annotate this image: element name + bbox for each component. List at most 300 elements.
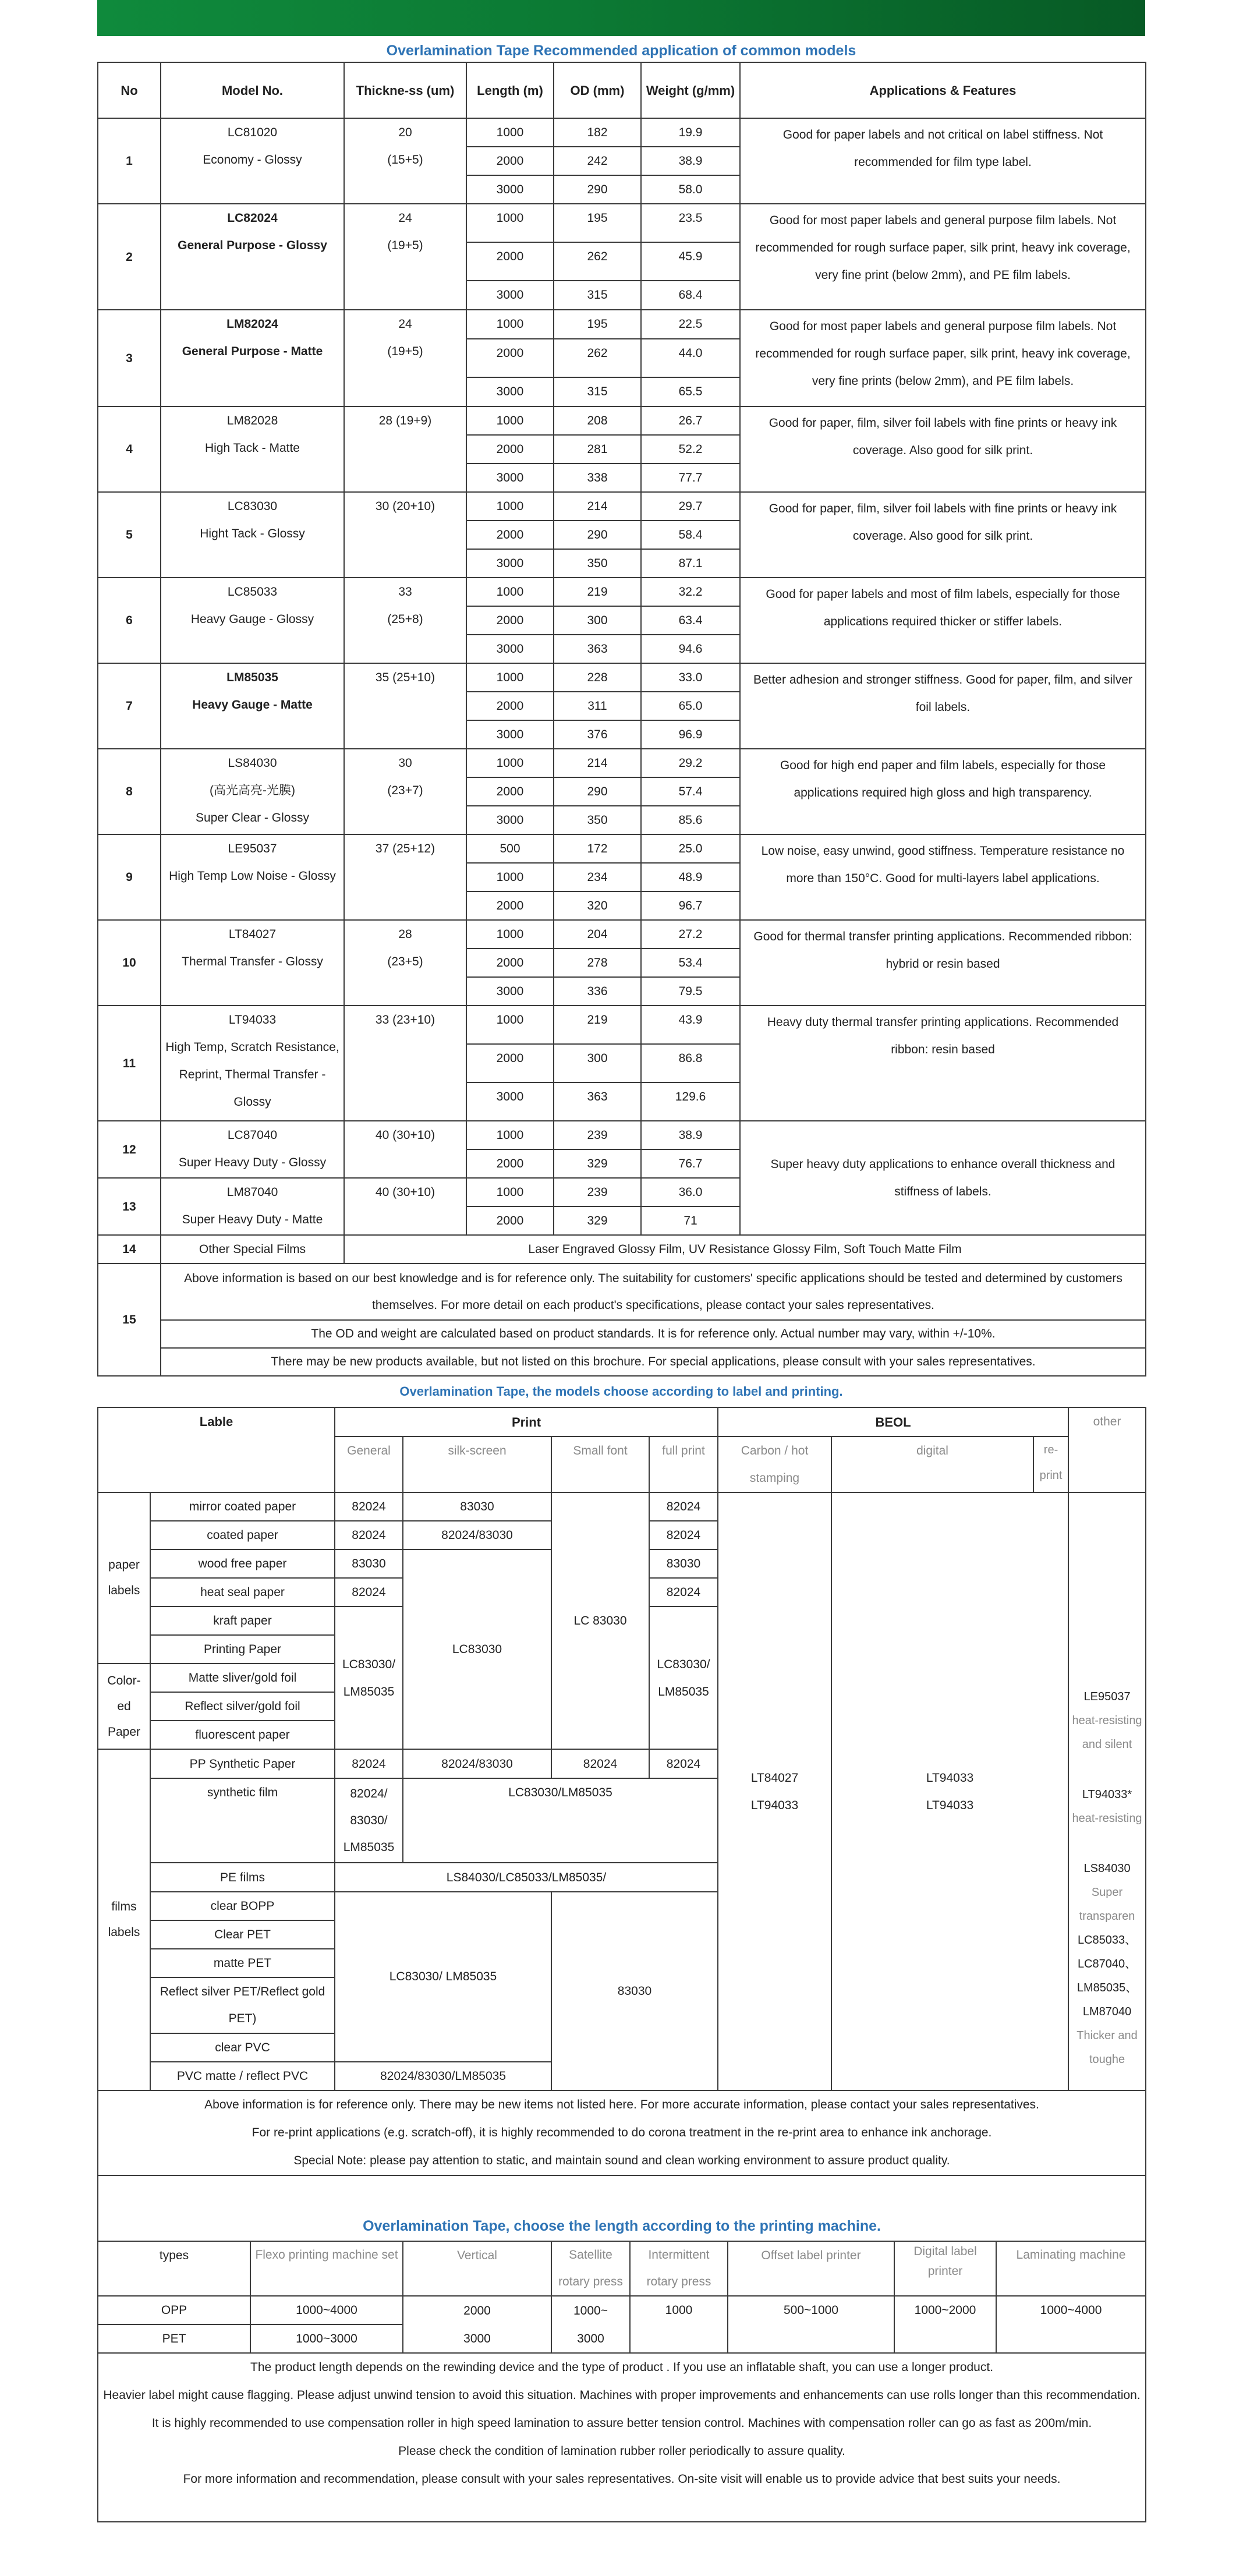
model-row (98, 1121, 1146, 1149)
model-cell (161, 118, 344, 204)
model-name: Economy - Glossy (203, 153, 302, 167)
od-value: 182 (554, 118, 641, 147)
thickness: 30 (20+10) (375, 500, 435, 513)
length-value: 3000 (466, 549, 554, 578)
weight-value: 19.9 (641, 118, 740, 147)
row-no: 9 (98, 834, 161, 920)
model-cell (161, 492, 344, 578)
od-value: 195 (554, 310, 641, 339)
thickness-cell (344, 492, 466, 578)
digital-text (835, 1764, 1064, 1819)
weight-value: 29.7 (641, 492, 740, 521)
model-code: LC83030 (227, 500, 278, 513)
od-value: 239 (554, 1178, 641, 1206)
od-value: 350 (554, 549, 641, 578)
row-no: 8 (98, 749, 161, 834)
cell: LS84030/LC85033/LM85035/ (335, 1863, 718, 1892)
label-row: PE films (150, 1863, 335, 1892)
features-cell: Better adhesion and stronger stiffness. Good for paper, film, and silver foil labels. (740, 663, 1146, 749)
weight-value: 45.9 (641, 242, 740, 281)
note: Special Note: please pay attention to static, and maintain sound and clean working environment to assure product quality. (293, 2154, 950, 2167)
thickness-cell (344, 204, 466, 310)
m-header: Flexo printing machine set (250, 2241, 403, 2296)
model-name: General Purpose - Matte (182, 345, 323, 358)
sub-silk: silk-screen (403, 1436, 551, 1492)
od-value: 195 (554, 204, 641, 242)
other-code: LE95037 (1083, 1690, 1131, 1703)
thickness: 24 (398, 211, 412, 225)
model-row (98, 310, 1146, 339)
row-no: 5 (98, 492, 161, 578)
length-value: 2000 (466, 521, 554, 549)
thickness-cell (344, 578, 466, 663)
length-value: 2000 (466, 949, 554, 977)
weight-value: 27.2 (641, 920, 740, 949)
thickness: 20 (398, 126, 412, 139)
model-cell (161, 204, 344, 310)
label-row: Reflect silver PET/Reflect gold PET) (150, 1977, 335, 2033)
other-entry (1070, 1685, 1144, 1757)
thickness-cell (344, 1121, 466, 1178)
model-code: LT84027 (228, 928, 277, 941)
sub-full: full print (649, 1436, 718, 1492)
label-row: PVC matte / reflect PVC (150, 2062, 335, 2090)
m-cell: 1000 (630, 2296, 728, 2353)
thickness: 33 (398, 585, 412, 599)
cell: 82024/83030/LM85035 (335, 2062, 551, 2090)
label-row: clear PVC (150, 2033, 335, 2062)
other-code: LC85033、 LC87040、 LM85035、 LM87040 (1076, 1934, 1138, 2018)
features-cell: Good for paper labels and most of film labels, especially for those applications required thicker or stiffer labels. (740, 578, 1146, 663)
weight-value: 79.5 (641, 977, 740, 1006)
features-cell: Good for most paper labels and general purpose film labels. Not recommended for rough surface paper, silk print, heavy ink coverage, very fine prints (below 2mm), and PE film labels. (740, 310, 1146, 406)
note: It is highly recommended to use compensation roller in high speed lamination to assure better tension control. Machines with compensation roller can go as fast as 200m/min. (151, 2416, 1092, 2430)
model-cell (161, 1006, 344, 1121)
weight-value: 65.5 (641, 377, 740, 406)
thickness: 35 (25+10) (375, 671, 435, 684)
m-cell: 2000 (403, 2296, 551, 2324)
weight-value: 63.4 (641, 606, 740, 635)
header-no: No (98, 62, 161, 118)
thickness-split: (15+5) (387, 153, 423, 167)
od-value: 262 (554, 339, 641, 377)
model-cell (161, 578, 344, 663)
length-value: 2000 (466, 692, 554, 720)
weight-value: 96.9 (641, 720, 740, 749)
length-value: 3000 (466, 281, 554, 310)
note: Above information is based on our best knowledge and is for reference only. The suitability for customers' specific applications should be tested and determined by customers themselves. For more detail on each product's specifications, please contact your sales representatives. (161, 1264, 1146, 1320)
row-no: 1 (98, 118, 161, 204)
thickness-split: (25+8) (387, 613, 423, 626)
row-no: 3 (98, 310, 161, 406)
model-code: LM82024 (226, 317, 278, 331)
weight-value: 58.0 (641, 175, 740, 204)
carbon-model: LT94033 (750, 1798, 799, 1812)
other-entry (1070, 2024, 1144, 2072)
length-value: 2000 (466, 1044, 554, 1082)
weight-value: 26.7 (641, 406, 740, 435)
weight-value: 48.9 (641, 863, 740, 891)
length-value: 1000 (466, 749, 554, 777)
note: For more information and recommendation, please consult with your sales representatives. On-site visit will enable us to provide advice that best suits your needs. (183, 2472, 1061, 2486)
length-value: 1000 (466, 863, 554, 891)
length-value: 2000 (466, 606, 554, 635)
special-films-label: Other Special Films (161, 1235, 344, 1264)
carbon-cell (718, 1492, 831, 2090)
other-entry (1070, 1857, 1144, 1929)
thickness: 30 (398, 756, 412, 770)
m-header: Vertical (403, 2241, 551, 2296)
model-row (98, 1006, 1146, 1044)
other-entry (1070, 1783, 1144, 1831)
carbon-text (722, 1764, 827, 1819)
sub-digital: digital (831, 1436, 1033, 1492)
model-name: High Temp Low Noise - Glossy (169, 869, 336, 883)
model-cell (161, 920, 344, 1006)
thickness-cell (344, 749, 466, 834)
length-value: 3000 (466, 1082, 554, 1121)
sub-carbon: Carbon / hot stamping (718, 1436, 831, 1492)
sub-reprint: re-print (1033, 1436, 1068, 1492)
model-code: LC82024 (227, 211, 278, 225)
m-cell: 1000~2000 (894, 2296, 996, 2353)
length-value: 3000 (466, 463, 554, 492)
thickness-split: (19+5) (387, 239, 423, 252)
od-value: 208 (554, 406, 641, 435)
cell: 83030 (649, 1549, 718, 1578)
od-value: 376 (554, 720, 641, 749)
note: There may be new products available, but not listed on this brochure. For special applications, please consult with your sales representatives. (161, 1348, 1146, 1376)
od-value: 336 (554, 977, 641, 1006)
other-entry (1070, 1929, 1144, 2024)
od-value: 281 (554, 435, 641, 463)
length-value: 1000 (466, 406, 554, 435)
model-name: Thermal Transfer - Glossy (182, 955, 323, 968)
row-no: 2 (98, 204, 161, 310)
weight-value: 43.9 (641, 1006, 740, 1044)
cell: LC83030/ LM85035 (335, 1892, 551, 2062)
weight-value: 29.2 (641, 749, 740, 777)
other-cell (1068, 1492, 1146, 2090)
od-value: 214 (554, 492, 641, 521)
length-value: 1000 (466, 118, 554, 147)
model-name: High Tack - Matte (204, 441, 300, 455)
length-value: 500 (466, 834, 554, 863)
length-value: 3000 (466, 977, 554, 1006)
thickness-cell (344, 1178, 466, 1235)
model-row (98, 578, 1146, 606)
od-value: 172 (554, 834, 641, 863)
od-value: 290 (554, 175, 641, 204)
features-cell: Good for paper, film, silver foil labels with fine prints or heavy ink coverage. Also good for silk print. (740, 492, 1146, 578)
model-row (98, 118, 1146, 147)
thickness-cell (344, 310, 466, 406)
model-code: LM85035 (226, 671, 278, 684)
length-value: 3000 (466, 175, 554, 204)
other-desc: heat-resisting and silent (1072, 1714, 1142, 1751)
model-code: LT94033 (228, 1013, 277, 1027)
group-films: films labels (98, 1749, 150, 2090)
cell: 83030 (403, 1492, 551, 1521)
label-row: Reflect silver/gold foil (150, 1692, 335, 1721)
row-no: 11 (98, 1006, 161, 1121)
od-value: 234 (554, 863, 641, 891)
header-print: Print (335, 1407, 718, 1436)
od-value: 338 (554, 463, 641, 492)
cell: 82024/83030 (403, 1749, 551, 1778)
thickness: 28 (398, 928, 412, 941)
features-cell: Good for paper, film, silver foil labels with fine prints or heavy ink coverage. Also good for silk print. (740, 406, 1146, 492)
cell: 82024 (649, 1749, 718, 1778)
notes-row (98, 1320, 1146, 1348)
note: The OD and weight are calculated based on product standards. It is for reference only. Actual number may vary, within +/-10%. (161, 1320, 1146, 1348)
length-value: 2000 (466, 777, 554, 806)
row-no: 4 (98, 406, 161, 492)
label-row: clear BOPP (150, 1892, 335, 1920)
m-cell: 1000~3000 (250, 2324, 403, 2353)
features-cell: Good for high end paper and film labels, especially for those applications required high gloss and high transparency. (740, 749, 1146, 834)
thickness-cell (344, 834, 466, 920)
section3-title: Overlamination Tape, choose the length according to the printing machine. (98, 2176, 1146, 2241)
model-cell (161, 749, 344, 834)
thickness: 24 (398, 317, 412, 331)
weight-value: 58.4 (641, 521, 740, 549)
thickness-split: (23+5) (387, 955, 423, 968)
length-value: 3000 (466, 635, 554, 663)
label-printing-table (97, 1407, 1146, 2176)
group-colored: Color-ed Paper (98, 1664, 150, 1749)
m-cell: 3000 (403, 2324, 551, 2353)
features-cell: Good for most paper labels and general purpose film labels. Not recommended for rough surface paper, silk print, heavy ink coverage, very fine print (below 2mm), and PE film labels. (740, 204, 1146, 310)
od-value: 311 (554, 692, 641, 720)
notes-row (98, 1264, 1146, 1320)
other-desc: Super transparen (1079, 1886, 1135, 1923)
weight-value: 87.1 (641, 549, 740, 578)
cell: 82024 (335, 1492, 403, 1521)
model-name: Super Clear - Glossy (196, 811, 309, 825)
model-name: Super Heavy Duty - Glossy (178, 1156, 327, 1169)
model-code: LE95037 (228, 842, 277, 855)
length-value: 3000 (466, 806, 554, 834)
sub-small: Small font (551, 1436, 649, 1492)
section2-notes (98, 2090, 1146, 2175)
row-no: 12 (98, 1121, 161, 1178)
other-code: LS84030 (1083, 1862, 1131, 1875)
header-thickness: Thickne-ss (um) (344, 62, 466, 118)
thickness-cell (344, 663, 466, 749)
weight-value: 129.6 (641, 1082, 740, 1121)
m-header: Intermittent rotary press (630, 2241, 728, 2296)
m-cell: 1000~4000 (996, 2296, 1146, 2353)
header-row (98, 62, 1146, 118)
header-applications: Applications & Features (740, 62, 1146, 118)
m-header: types (98, 2241, 250, 2296)
thickness-cell (344, 406, 466, 492)
cell: 83030 (335, 1549, 403, 1578)
cell: 82024/ 83030/ LM85035 (335, 1778, 403, 1863)
group-paper: paper labels (98, 1492, 150, 1664)
weight-value: 94.6 (641, 635, 740, 663)
thickness-split: (19+5) (387, 345, 423, 358)
label-row: Clear PET (150, 1920, 335, 1949)
row-no: 15 (98, 1264, 161, 1376)
model-name: General Purpose - Glossy (178, 239, 327, 252)
label-row: Printing Paper (150, 1635, 335, 1664)
label-row: PP Synthetic Paper (150, 1749, 335, 1778)
length-value: 1000 (466, 1178, 554, 1206)
cell: 83030 (551, 1892, 718, 2090)
digital-cell (831, 1492, 1068, 2090)
features-cell: Good for paper labels and not critical on label stiffness. Not recommended for film type label. (740, 118, 1146, 204)
label-row: mirror coated paper (150, 1492, 335, 1521)
od-value: 350 (554, 806, 641, 834)
row-no: 14 (98, 1235, 161, 1264)
cell: 82024 (335, 1578, 403, 1607)
od-value: 278 (554, 949, 641, 977)
cell: 82024 (649, 1521, 718, 1549)
model-row (98, 663, 1146, 692)
row-no: 10 (98, 920, 161, 1006)
row-no: 7 (98, 663, 161, 749)
header-beol: BEOL (718, 1407, 1068, 1436)
od-value: 329 (554, 1149, 641, 1178)
sub-general: General (335, 1436, 403, 1492)
cell: LC83030/LM85035 (403, 1778, 718, 1863)
weight-value: 65.0 (641, 692, 740, 720)
thickness: 33 (23+10) (375, 1013, 435, 1027)
label-row: heat seal paper (150, 1578, 335, 1607)
model-code: LC81020 (227, 126, 278, 139)
weight-value: 36.0 (641, 1178, 740, 1206)
length-value: 1000 (466, 310, 554, 339)
features-cell: Good for thermal transfer printing applications. Recommended ribbon: hybrid or resin based (740, 920, 1146, 1006)
od-value: 290 (554, 777, 641, 806)
model-row (98, 834, 1146, 863)
note: The product length depends on the rewinding device and the type of product . If you use an inflatable shaft, you can use a longer product. (250, 2361, 994, 2374)
od-value: 290 (554, 521, 641, 549)
length-value: 1000 (466, 578, 554, 606)
model-code: LM87040 (226, 1186, 278, 1199)
weight-value: 53.4 (641, 949, 740, 977)
weight-value: 32.2 (641, 578, 740, 606)
digital-model: LT94033 (926, 1771, 974, 1785)
cell: 82024 (551, 1749, 649, 1778)
model-cn: (高光高亮-光膜) (210, 784, 295, 797)
label-row: matte PET (150, 1949, 335, 1977)
weight-value: 52.2 (641, 435, 740, 463)
model-name: Heavy Gauge - Matte (192, 698, 313, 712)
model-code: LC85033 (227, 585, 278, 599)
cell: LC83030 (403, 1549, 551, 1749)
header-weight: Weight (g/mm) (641, 62, 740, 118)
machine-table (97, 2176, 1146, 2522)
note: For re-print applications (e.g. scratch-off), it is highly recommended to do corona treatment in the re-print area to enhance ink anchorage. (252, 2126, 992, 2139)
label-row: kraft paper (150, 1607, 335, 1635)
m-header: Satellite rotary press (551, 2241, 630, 2296)
model-cell (161, 1178, 344, 1235)
thickness-split: (23+7) (387, 784, 423, 797)
model-row (98, 492, 1146, 521)
thickness-cell (344, 118, 466, 204)
carbon-model: LT84027 (750, 1771, 799, 1785)
length-value: 2000 (466, 435, 554, 463)
od-value: 300 (554, 1044, 641, 1082)
m-header: Digital label printer (894, 2241, 996, 2296)
special-films-row (98, 1235, 1146, 1264)
length-value: 1000 (466, 204, 554, 242)
section1-title: Overlamination Tape Recommended application of common models (386, 43, 856, 59)
weight-value: 22.5 (641, 310, 740, 339)
m-header: Laminating machine (996, 2241, 1146, 2296)
cell: 82024 (335, 1749, 403, 1778)
notes-row (98, 1348, 1146, 1376)
cell: 82024/83030 (403, 1521, 551, 1549)
weight-value: 96.7 (641, 891, 740, 920)
model-cell (161, 1121, 344, 1178)
header-other: other (1068, 1407, 1146, 1492)
length-value: 1000 (466, 1121, 554, 1149)
weight-value: 33.0 (641, 663, 740, 692)
length-value: 2000 (466, 339, 554, 377)
od-value: 214 (554, 749, 641, 777)
weight-value: 57.4 (641, 777, 740, 806)
cell: 82024 (649, 1578, 718, 1607)
label-row: Matte sliver/gold foil (150, 1664, 335, 1692)
od-value: 320 (554, 891, 641, 920)
model-name: High Temp, Scratch Resistance, Reprint, Thermal Transfer - Glossy (165, 1041, 339, 1109)
length-value: 2000 (466, 891, 554, 920)
od-value: 363 (554, 635, 641, 663)
length-value: 2000 (466, 1206, 554, 1235)
page (97, 0, 1145, 2522)
section2-title: Overlamination Tape, the models choose according to label and printing. (399, 1384, 843, 1399)
od-value: 262 (554, 242, 641, 281)
od-value: 242 (554, 147, 641, 175)
model-cell (161, 663, 344, 749)
note: Heavier label might cause flagging. Please adjust unwind tension to avoid this situation. Machines with proper improvements and enhancements can use rolls longer than this recommendation. (103, 2389, 1141, 2402)
length-value: 2000 (466, 1149, 554, 1178)
cell: LC83030/ LM85035 (649, 1607, 718, 1749)
length-value: 2000 (466, 147, 554, 175)
model-code: LC87040 (227, 1128, 278, 1142)
model-name: Heavy Gauge - Glossy (190, 613, 314, 626)
weight-value: 38.9 (641, 1121, 740, 1149)
weight-value: 76.7 (641, 1149, 740, 1178)
features-cell: Heavy duty thermal transfer printing applications. Recommended ribbon: resin based (740, 1006, 1146, 1121)
m-type: OPP (98, 2296, 250, 2324)
digital-model: LT94033 (926, 1798, 974, 1812)
model-row (98, 204, 1146, 242)
thickness: 28 (19+9) (378, 414, 432, 427)
row-no: 6 (98, 578, 161, 663)
m-cell: 1000~ (551, 2296, 630, 2324)
header-lable: Lable (98, 1407, 335, 1492)
od-value: 315 (554, 281, 641, 310)
header-length: Length (m) (466, 62, 554, 118)
model-code: LM82028 (226, 414, 278, 427)
label-row: wood free paper (150, 1549, 335, 1578)
row-no: 13 (98, 1178, 161, 1235)
other-desc: heat-resisting (1072, 1812, 1142, 1825)
m-cell: 1000~4000 (250, 2296, 403, 2324)
label-row: synthetic film (150, 1778, 335, 1863)
thickness: 40 (30+10) (375, 1186, 435, 1199)
model-cell (161, 834, 344, 920)
weight-value: 71 (641, 1206, 740, 1235)
special-films-value: Laser Engraved Glossy Film, UV Resistance Glossy Film, Soft Touch Matte Film (344, 1235, 1146, 1264)
weight-value: 23.5 (641, 204, 740, 242)
features-cell: Low noise, easy unwind, good stiffness. Temperature resistance no more than 150°C. Good for multi-layers label applications. (740, 834, 1146, 920)
